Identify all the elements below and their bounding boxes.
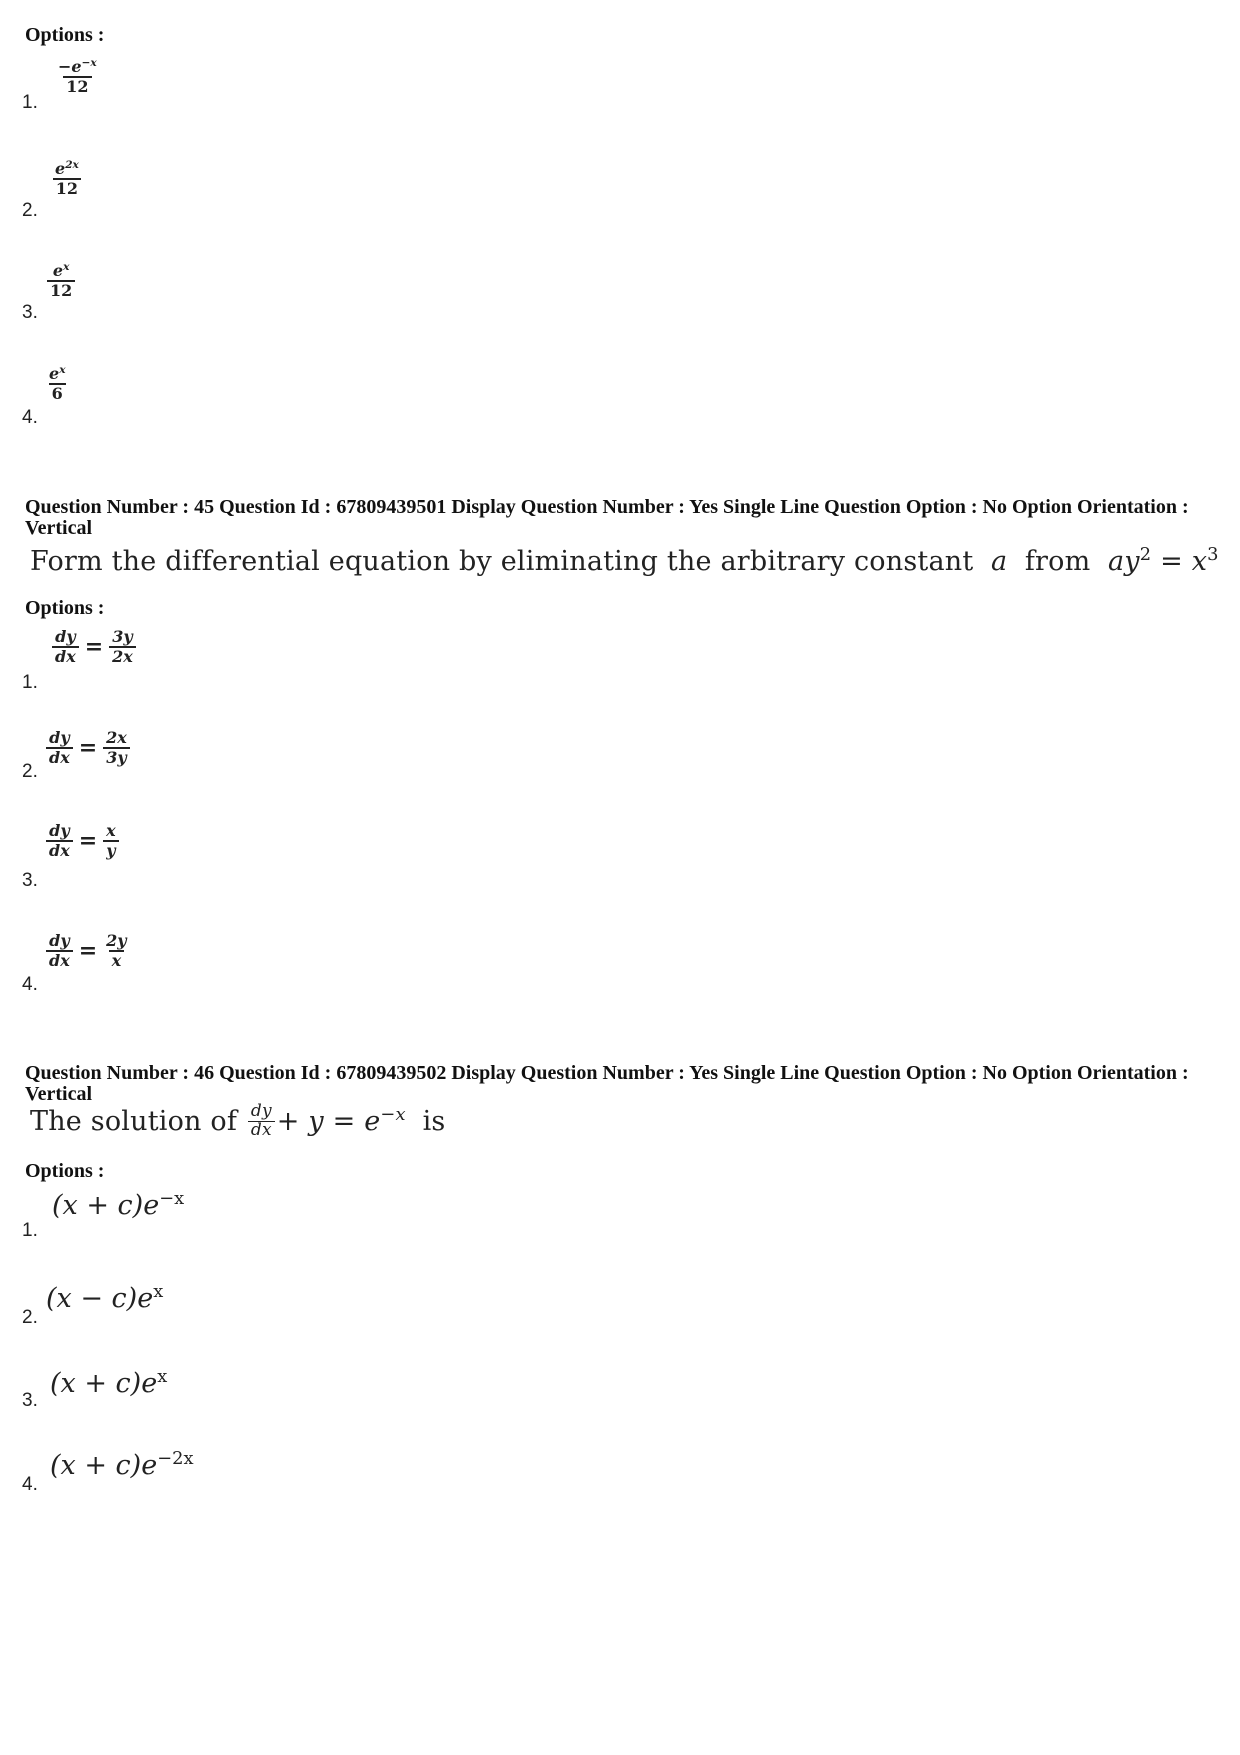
option-number: 1. bbox=[22, 1220, 38, 1241]
option-number: 1. bbox=[22, 92, 38, 113]
option-number: 2. bbox=[22, 1307, 38, 1328]
option-number: 3. bbox=[22, 870, 38, 891]
option-expression: $(x + c)e^{-2x}$ bbox=[50, 1448, 194, 1481]
question-text: Form the differential equation by eliminating the arbitrary constant a from $ay^2 = x^3$ bbox=[30, 544, 1219, 577]
option-number: 2. bbox=[22, 200, 38, 221]
option-number: 1. bbox=[22, 672, 38, 693]
option-equation: $\frac{dy}{dx}$ = $\frac{2y}{x}$ bbox=[46, 932, 130, 971]
option-equation: $\frac{dy}{dx}$ = $\frac{3y}{2x}$ bbox=[52, 628, 136, 667]
options-heading: Options : bbox=[25, 1160, 105, 1182]
question-text: The solution of $\frac{dy}{dx}$ + $y = e^{-x}$ is bbox=[30, 1101, 446, 1140]
option-equation: $\frac{dy}{dx}$ = $\frac{x}{y}$ bbox=[46, 822, 119, 861]
option-expression: $(x - c)e^x$ bbox=[46, 1281, 164, 1314]
option-fraction: $\frac{-e^{-x}}{12}$ bbox=[58, 57, 97, 97]
option-expression: $(x + c)e^x$ bbox=[50, 1366, 168, 1399]
option-fraction: $\frac{e^x}{12}$ bbox=[47, 262, 75, 301]
option-expression: $(x + c)e^{-x}$ bbox=[52, 1188, 185, 1221]
option-fraction: $\frac{e^x}{6}$ bbox=[49, 364, 66, 404]
question-meta: Question Number : 45 Question Id : 67809439501 Display Question Number : Yes Single Line Question Option : No Option Orientation : Vertical bbox=[25, 496, 1189, 539]
option-number: 3. bbox=[22, 302, 38, 323]
question-meta: Question Number : 46 Question Id : 67809439502 Display Question Number : Yes Single Line Question Option : No Option Orientation : Vertical bbox=[25, 1062, 1189, 1105]
options-heading: Options : bbox=[25, 597, 105, 619]
option-fraction: $\frac{e^{2x}}{12}$ bbox=[52, 160, 82, 199]
option-number: 4. bbox=[22, 974, 38, 995]
option-number: 4. bbox=[22, 1474, 38, 1495]
option-number: 2. bbox=[22, 761, 38, 782]
option-equation: $\frac{dy}{dx}$ = $\frac{2x}{3y}$ bbox=[46, 729, 130, 768]
option-number: 4. bbox=[22, 407, 38, 428]
options-heading: Options : bbox=[25, 24, 105, 46]
option-number: 3. bbox=[22, 1390, 38, 1411]
